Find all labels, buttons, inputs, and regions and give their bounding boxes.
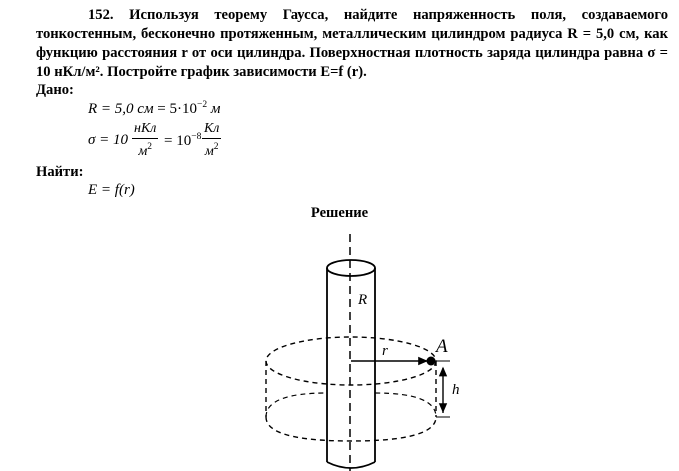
label-r: r bbox=[382, 343, 388, 359]
radius-unit-cm: см bbox=[137, 101, 154, 117]
sigma-lhs: σ = 10 bbox=[88, 132, 129, 148]
cylinder-bottom bbox=[327, 462, 375, 468]
label-A: A bbox=[436, 336, 448, 357]
radius-mid: = 5·10 bbox=[153, 101, 197, 117]
gauss-bottom-back-right bbox=[375, 393, 436, 417]
sigma-frac2-den: $м^2$ bbox=[204, 142, 219, 159]
gauss-bottom-front bbox=[266, 417, 436, 441]
sigma-frac1-den: $м^2$ bbox=[138, 142, 153, 159]
sigma-frac1-num: нКл bbox=[132, 121, 158, 139]
solution-heading: Решение bbox=[310, 205, 369, 221]
sigma-frac2-num: Кл bbox=[202, 121, 221, 139]
point-A bbox=[427, 357, 436, 366]
radius-lhs: R = 5,0 bbox=[88, 101, 134, 117]
radius-exponent: −2 bbox=[197, 100, 208, 110]
sigma-exponent: −8 bbox=[191, 132, 202, 142]
sigma-mid: = $10^{-8}$ bbox=[164, 132, 202, 149]
cylinder-top bbox=[327, 260, 375, 276]
label-R: R bbox=[358, 292, 368, 308]
find-formula: E = f(r) bbox=[88, 182, 135, 198]
given-heading: Дано: bbox=[36, 82, 74, 98]
find-heading: Найти: bbox=[36, 164, 84, 180]
radius-unit-m: м bbox=[210, 101, 221, 117]
label-h: h bbox=[452, 382, 460, 398]
gauss-bottom-back bbox=[266, 393, 327, 417]
problem-statement: 152. Используя теорему Гаусса, найдите напряженность поля, создаваемого тонкостенным, бесконечно протяженным, металлическим цилиндром радиуса R = 5,0 см, как функцию расстояния r от оси цилиндра. Поверхностная плотность заряда цилиндра равна σ = 10 нКл/м². Постройте график зависимости E=f (r). bbox=[36, 7, 668, 80]
